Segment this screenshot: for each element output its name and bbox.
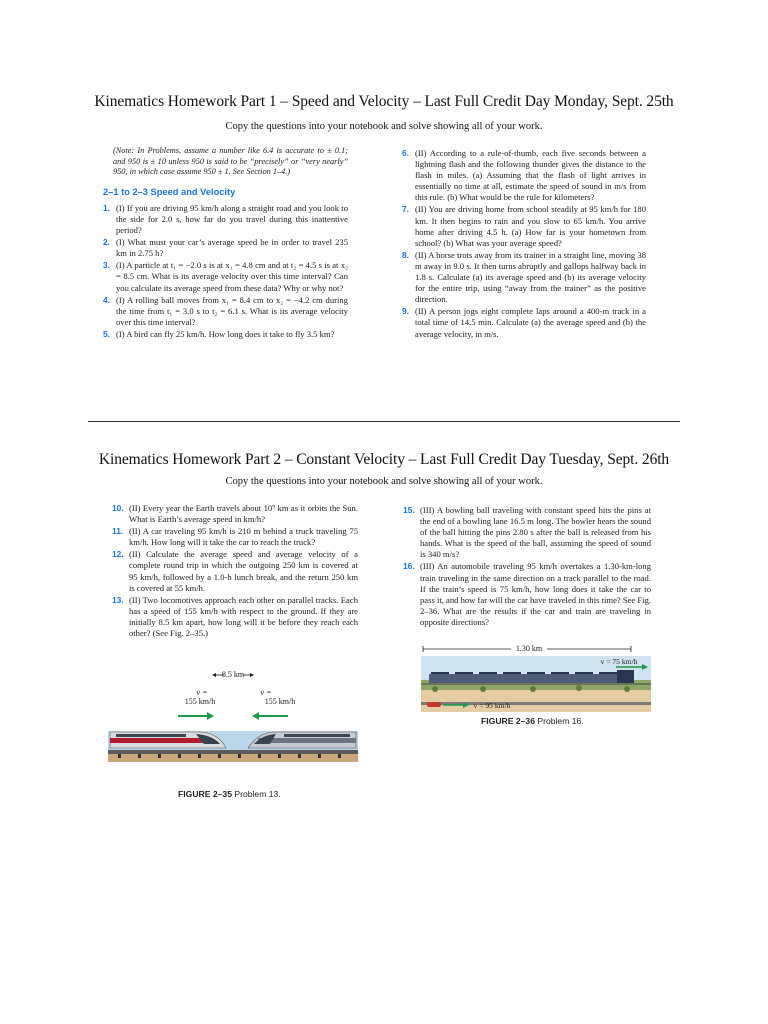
part2-title: Kinematics Homework Part 2 – Constant Velocity – Last Full Credit Day Tuesday, Sept. 26th bbox=[98, 451, 670, 468]
section-heading: 2–1 to 2–3 Speed and Velocity bbox=[103, 186, 236, 197]
part1-right-questions bbox=[402, 148, 646, 340]
problem-number: 6. bbox=[402, 148, 409, 158]
problem-text: (II) Two locomotives approach each other on parallel tracks. Each has a speed of 155 km/h with respect to the ground. If they are initially 8.5 km apart, how long will it be before they reach each other? (See Fig. 2–35.) bbox=[129, 594, 358, 639]
problem-text: (II) A person jogs eight complete laps around a 400-m track in a total time of 14.5 min. Calculate (a) the average speed and (b) the average velocity, in m/s. bbox=[415, 306, 646, 339]
part2-left-questions bbox=[112, 503, 358, 639]
problem-number: 12. bbox=[112, 549, 124, 560]
problem-item bbox=[103, 203, 348, 236]
car-velocity-label: v = 95 km/h bbox=[473, 701, 511, 710]
figure-2-36-caption bbox=[481, 716, 584, 726]
problem-text: (II) Calculate the average speed and average velocity of a complete round trip in which the outgoing 250 km is covered at 95 km/h, followed by a 1.0-h lunch break, and the return 250 km is covered at 55 km/h. bbox=[129, 549, 358, 593]
problem-item bbox=[402, 250, 646, 305]
part-divider bbox=[88, 421, 680, 422]
right-velocity-label-1: v = bbox=[260, 688, 272, 697]
part1-instruction: Copy the questions into your notebook and solve showing all of your work. bbox=[225, 121, 543, 132]
problem-number: 5. bbox=[103, 328, 110, 339]
part1-left-column bbox=[103, 146, 348, 341]
figure-2-36-text: Problem 16. bbox=[537, 716, 584, 726]
problem-item bbox=[402, 204, 646, 248]
problem-text: (II) A horse trots away from its trainer in a straight line, moving 38 m away in 9.0 s. It then turns abruptly and gallops halfway back in 1.8 s. Calculate (a) its average speed and (b) its average velocity for the entire trip, using “away from the trainer” as the positive direction. bbox=[415, 249, 646, 305]
problem-number: 1. bbox=[103, 202, 110, 213]
problem-item bbox=[103, 237, 348, 259]
train-length-label: 1.30 km bbox=[515, 644, 543, 653]
figure-2-35-number: FIGURE 2–35 bbox=[178, 789, 232, 799]
problem-text: (II) Every year the Earth travels about 10⁹ km as it orbits the Sun. What is Earth’s average speed in km/h? bbox=[129, 503, 358, 525]
problem-text: (III) An automobile traveling 95 km/h overtakes a 1.30-km-long train traveling in the same direction on a track parallel to the road. If the train’s speed is 75 km/h, how long does it take the car to pass it, and how far will the car have traveled in this time? See Fig. 2–36. What are the results if the car and train are traveling in opposite directions? bbox=[420, 561, 652, 627]
problem-text: (I) A rolling ball moves from x₁ = 8.4 cm to x₂ = −4.2 cm during the time from t₁ = 3.0 s to t₂ = 6.1 s. What is its average velocity over this time interval? bbox=[116, 294, 348, 327]
precision-note: (Note: In Problems, assume a number like 6.4 is accurate to ± 0.1; and 950 is ± 10 unless 950 is said to be “precisely” or “very nearly” 950, in which case assume 950 ± 1. See Section 1–4.) bbox=[113, 146, 348, 177]
train-velocity-label: v = 75 km/h bbox=[600, 657, 638, 666]
problem-item bbox=[112, 526, 358, 548]
problem-text: (I) A particle at t₁ = −2.0 s is at x₁ = 4.8 cm and at t₂ = 4.5 s is at x₂ = 8.5 cm. What is its average velocity over this time interval? Can you calculate its average speed from these data? Why or why not? bbox=[116, 260, 348, 293]
problem-number: 4. bbox=[103, 294, 110, 305]
part2-right-column bbox=[403, 505, 651, 629]
problem-item bbox=[112, 595, 358, 639]
part2-instruction: Copy the questions into your notebook and solve showing all of your work. bbox=[225, 476, 543, 487]
left-velocity-label-1: v = bbox=[196, 688, 208, 697]
problem-item bbox=[402, 148, 646, 203]
problem-item bbox=[403, 561, 651, 628]
part2-right-questions bbox=[403, 505, 651, 628]
problem-text: (II) A car traveling 95 km/h is 210 m behind a truck traveling 75 km/h. How long will it take the car to reach the truck? bbox=[129, 526, 358, 548]
part2-left-column bbox=[112, 503, 358, 640]
problem-number: 10. bbox=[112, 503, 124, 513]
right-velocity-label-2: 155 km/h bbox=[264, 697, 296, 706]
problem-number: 2. bbox=[103, 237, 110, 248]
problem-text: (II) According to a rule-of-thumb, each five seconds between a lightning flash and the following thunder gives the distance to the flash in miles. (a) Assuming that the flash of light arrives in essentially no time at all, estimate the speed of sound in m/s from this rule. (b) What would be the rule for kilometers? bbox=[415, 148, 646, 203]
problem-text: (I) A bird can fly 25 km/h. How long does it take to fly 3.5 km? bbox=[116, 328, 335, 339]
problem-text: (II) You are driving home from school steadily at 95 km/h for 180 km. It then begins to rain and you slow to 65 km/h. You arrive home after driving 4.5 h. (a) How far is your hometown from school? (b) What was your average speed? bbox=[415, 204, 646, 248]
figure-2-35-caption bbox=[178, 789, 281, 799]
part1-title: Kinematics Homework Part 1 – Speed and Velocity – Last Full Credit Day Monday, Sept. 25th bbox=[94, 93, 674, 110]
locomotives-illustration bbox=[108, 668, 358, 778]
left-velocity-label-2: 155 km/h bbox=[184, 697, 216, 706]
problem-number: 7. bbox=[402, 204, 409, 215]
problem-number: 16. bbox=[403, 561, 415, 572]
problem-number: 9. bbox=[402, 306, 409, 317]
distance-label: 8.5 km bbox=[221, 670, 245, 679]
problem-text: (III) A bowling ball traveling with constant speed hits the pins at the end of a bowling lane 16.5 m long. The bowler hears the sound of the ball hitting the pins 2.80 s after the ball is released from his hands. What is the speed of the ball, assuming the speed of sound is 340 m/s? bbox=[420, 505, 651, 560]
figure-2-36 bbox=[421, 642, 651, 714]
problem-number: 3. bbox=[103, 260, 110, 271]
problem-text: (I) What must your car’s average speed be in order to travel 235 km in 2.75 h? bbox=[116, 237, 348, 259]
problem-item bbox=[103, 260, 348, 293]
figure-2-35-text: Problem 13. bbox=[234, 789, 281, 799]
problem-number: 13. bbox=[112, 594, 124, 605]
part1-right-column bbox=[402, 148, 646, 341]
problem-item bbox=[402, 306, 646, 339]
part1-left-questions bbox=[103, 203, 348, 340]
problem-item bbox=[112, 503, 358, 525]
problem-text: (I) If you are driving 95 km/h along a straight road and you look to the side for 2.0 s, how far do you travel during this inattentive period? bbox=[116, 202, 348, 236]
problem-item bbox=[103, 295, 348, 328]
problem-item bbox=[403, 505, 651, 560]
figure-2-35 bbox=[108, 668, 358, 778]
figure-2-36-number: FIGURE 2–36 bbox=[481, 716, 535, 726]
problem-number: 8. bbox=[402, 249, 409, 260]
problem-item bbox=[103, 329, 348, 340]
problem-number: 15. bbox=[403, 505, 415, 515]
problem-item bbox=[112, 549, 358, 593]
problem-number: 11. bbox=[112, 526, 124, 537]
